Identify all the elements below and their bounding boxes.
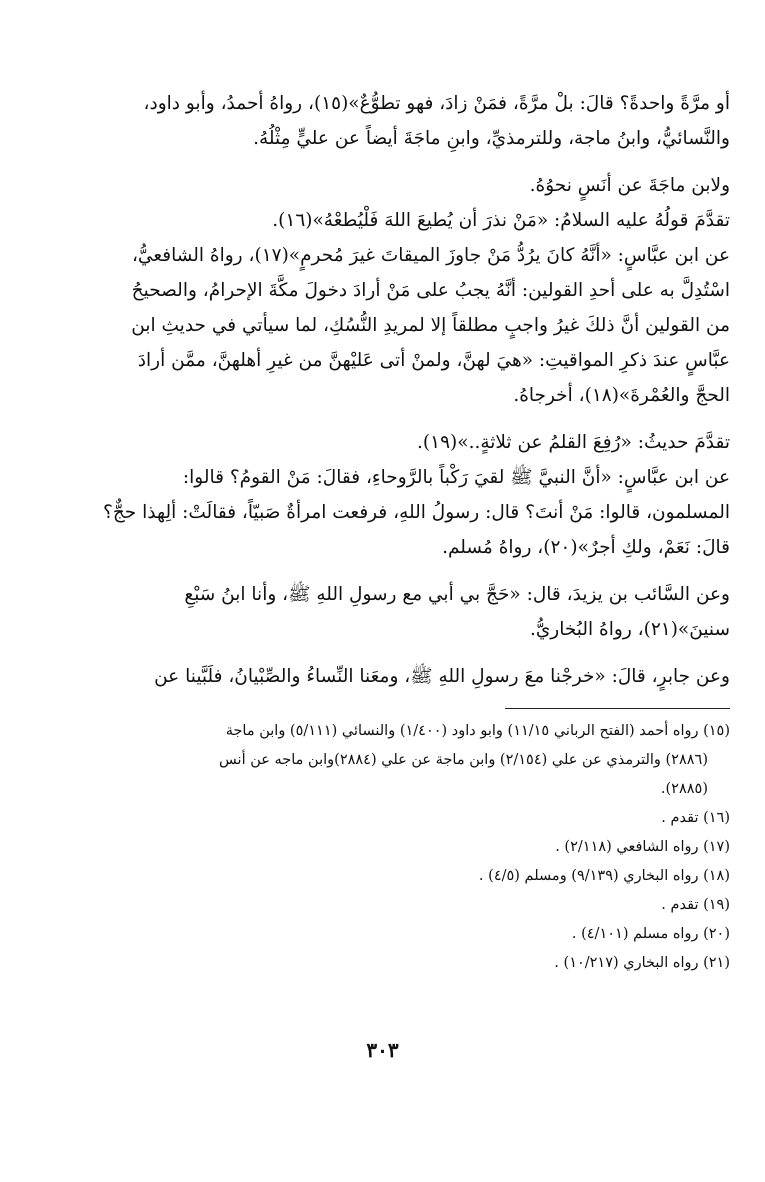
text-line: المسلمون، قالوا: مَنْ أنتَ؟ قال: رسولُ اللهِ، فرفعت امرأةٌ صَبيّاً، فقالَتْ: ألِهذا حجٌّ؟: [103, 502, 730, 523]
footnote-divider: [505, 708, 730, 709]
text-line: سنينَ»(٢١)، رواهُ البُخاريُّ.: [529, 619, 730, 640]
text-line: وعن السَّائب بن يزيدَ، قال: «حَجَّ بي أبي مع رسولِ اللهِ ﷺ، وأنا ابنُ سَبْعِ: [184, 584, 730, 605]
page-number: ٣٠٣: [366, 1038, 399, 1062]
text-line: وعن جابرٍ، قالَ: «خرجْنا معَ رسولِ اللهِ ﷺ، ومعَنا النِّساءُ والصِّبْيانُ، فلَبَّينا عن: [154, 666, 730, 687]
text-line: أو مرَّةً واحدةً؟ قالَ: بلْ مرَّةً، فمَنْ زادَ، فهو تطوُّعٌ»(١٥)، رواهُ أحمدُ، وأبو داود،: [143, 93, 730, 114]
footnote-16: (١٦) تقدم .: [661, 810, 730, 826]
text-line: من القولين أنَّ ذلكَ غيرُ واجبٍ مطلقاً إلا لمريدِ النُّسُكِ، لما سيأتي في حديثِ ابن: [131, 315, 730, 336]
text-line: عن ابن عبَّاسٍ: «أنَّهُ كانَ يرُدُّ مَنْ جاوزَ الميقاتَ غيرَ مُحرمٍ»(١٧)، رواهُ الشافعيُّ،: [131, 245, 730, 266]
footnote-17: (١٧) رواه الشافعي (٢/١١٨) .: [555, 839, 730, 855]
footnote-line: (٢٨٨٦) والترمذي عن علي (٢/١٥٤) وابن ماجة عن علي (٢٨٨٤)وابن ماجه عن أنس: [219, 752, 708, 768]
footnote-18: (١٨) رواه البخاري (٩/١٣٩) ومسلم (٤/٥) .: [478, 868, 730, 884]
text-line: تقدَّمَ قولُهُ عليه السلامُ: «مَنْ نذرَ أن يُطيعَ اللهَ فَلْيُطعْهُ»(١٦).: [272, 210, 730, 231]
text-line: قالَ: نَعَمْ، ولكِ أجرٌ»(٢٠)، رواهُ مُسلم.: [442, 537, 730, 558]
footnote-line: (٢٨٨٥).: [660, 781, 708, 797]
paragraph-3: [70, 425, 730, 565]
text-line: الحجَّ والعُمْرةَ»(١٨)، أخرجاهُ.: [513, 385, 730, 406]
text-line: اسْتُدِلَّ به على أحدِ القولين: أنَّهُ يجبُ على مَنْ أرادَ دخولَ مكَّةَ الإحرامُ، والصحيحُ: [131, 280, 730, 301]
paragraph-5: [70, 659, 730, 694]
footnote-21: (٢١) رواه البخاري (١٠/٢١٧) .: [554, 955, 730, 971]
text-line: عبَّاسٍ عندَ ذكرِ المواقيتِ: «هيَ لهنَّ، ولمنْ أتى عَليْهنَّ من غيرِ أهلهنَّ، ممَّن أرادَ: [137, 350, 730, 371]
footnote-15: [70, 717, 730, 804]
paragraph-4: [70, 577, 730, 647]
footnotes: [70, 717, 730, 978]
page-body: [70, 86, 730, 978]
paragraph-1: [70, 86, 730, 156]
footnote-line: (١٥) رواه أحمد (الفتح الرباني ١١/١٥) وابو داود (١/٤٠٠) والنسائي (٥/١١١) وابن ماجة: [225, 723, 730, 739]
text-line: ولابن ماجَةَ عن أنَسٍ نحوُهُ.: [529, 175, 730, 196]
footnote-20: (٢٠) رواه مسلم (٤/١٠١) .: [571, 926, 730, 942]
footnote-19: (١٩) تقدم .: [661, 897, 730, 913]
text-line: تقدَّمَ حديثُ: «رُفِعَ القلمُ عن ثلاثةٍ..»(١٩).: [417, 432, 730, 453]
text-line: عن ابن عبَّاسٍ: «أنَّ النبيَّ ﷺ لقيَ رَكْباً بالرَّوحاءِ، فقالَ: مَنْ القومُ؟ قالوا:: [182, 467, 730, 488]
text-line: والنَّسائيُّ، وابنُ ماجة، وللترمذيِّ، وابنِ ماجَةَ أيضاً عن عليٍّ مِثْلُهُ.: [253, 128, 730, 149]
paragraph-2: [70, 168, 730, 413]
